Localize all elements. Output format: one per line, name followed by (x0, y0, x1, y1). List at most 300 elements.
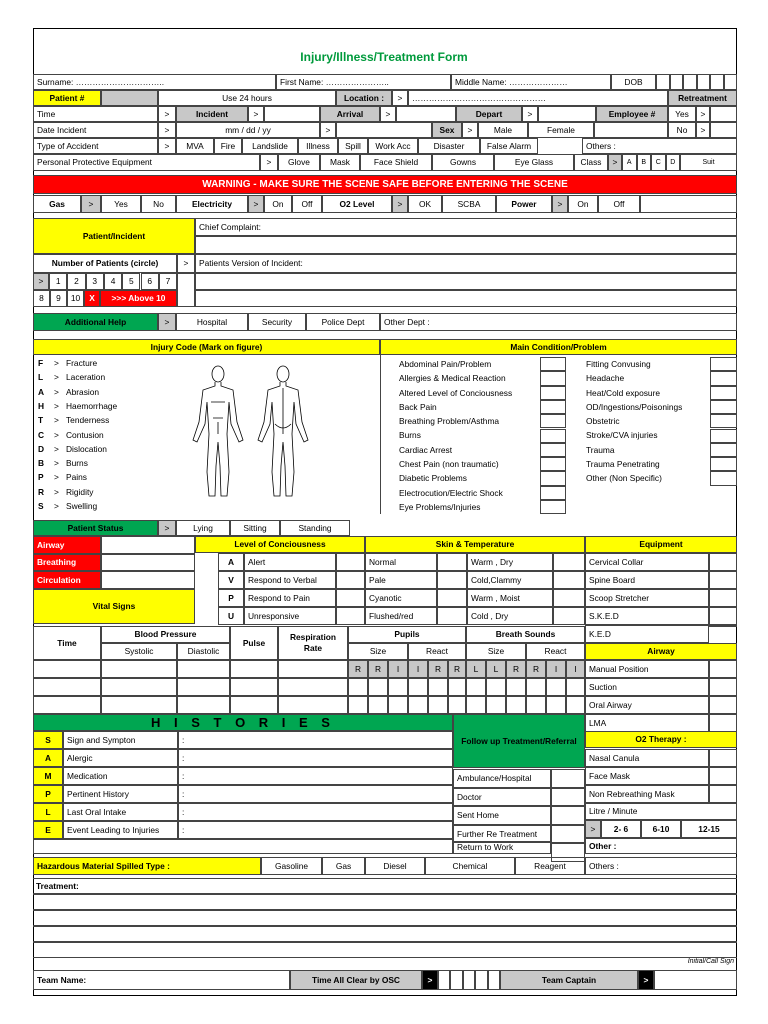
history-key: E (33, 821, 63, 839)
skin-checkbox[interactable] (553, 607, 585, 625)
incident-time-input[interactable] (264, 106, 320, 122)
vitals-cell[interactable] (101, 660, 177, 678)
arrow-icon: > (33, 273, 49, 290)
vitals-cell[interactable] (101, 696, 177, 714)
dob-label: DOB (611, 74, 656, 90)
injury-code-key: P (38, 472, 44, 483)
injury-code-key: S (38, 501, 44, 511)
loc-checkbox[interactable] (336, 607, 365, 625)
dob-box[interactable] (724, 74, 738, 90)
help-police[interactable]: Police Dept (306, 313, 380, 331)
patient-count-option[interactable]: 5 (122, 273, 140, 290)
o2-ok[interactable]: OK (408, 195, 442, 213)
condition-checkbox[interactable] (540, 400, 566, 414)
injury-code-label: Laceration (66, 372, 106, 383)
loc-label: Respond to Verbal (244, 571, 336, 589)
status-standing[interactable]: Standing (280, 520, 350, 536)
arrow-icon: > (54, 358, 59, 368)
airway-checkbox[interactable] (709, 660, 737, 678)
patient-number-label: Patient # (33, 90, 101, 106)
abc-input[interactable] (101, 536, 195, 554)
hazmat-option[interactable]: Reagent (515, 857, 585, 875)
injury-code-key: A (38, 386, 45, 397)
followup-checkbox[interactable] (551, 769, 585, 788)
retreatment-yes-box[interactable] (710, 106, 737, 122)
accident-type-option[interactable]: Spill (338, 138, 368, 154)
dob-box[interactable] (683, 74, 697, 90)
vt-breath-react: React (526, 643, 585, 660)
condition-item: Altered Level of Conciousness (399, 387, 513, 398)
ppe-option[interactable]: Mask (320, 154, 360, 171)
chief-complaint-line[interactable] (195, 236, 737, 254)
above-x[interactable]: X (84, 290, 100, 307)
skin-checkbox[interactable] (437, 589, 467, 607)
o2-scba[interactable]: SCBA (442, 195, 496, 213)
status-sitting[interactable]: Sitting (230, 520, 280, 536)
help-security[interactable]: Security (248, 313, 306, 331)
condition-checkbox[interactable] (710, 371, 737, 385)
arrow-icon: > (320, 122, 336, 138)
patient-count-option[interactable]: 7 (159, 273, 177, 290)
class-label: Class (574, 154, 608, 171)
condition-checkbox[interactable] (710, 471, 737, 485)
followup-header: Follow up Treatment/Referral (453, 714, 585, 768)
dob-box[interactable] (670, 74, 684, 90)
power-on[interactable]: On (568, 195, 598, 213)
loc-checkbox[interactable] (336, 589, 365, 607)
vitals-cell[interactable] (506, 678, 526, 696)
condition-item: Other (Non Specific) (586, 473, 662, 484)
patient-version-line-1[interactable] (195, 273, 737, 290)
equipment-checkbox[interactable] (709, 589, 737, 607)
vitals-cell[interactable]: R (428, 660, 448, 678)
vitals-cell[interactable] (448, 696, 466, 714)
equipment-checkbox[interactable] (709, 625, 737, 627)
accident-type-option[interactable]: Fire (214, 138, 242, 154)
arrow-icon: > (54, 415, 59, 426)
abc-input[interactable] (101, 554, 195, 572)
vitals-cell[interactable] (368, 696, 388, 714)
equipment-checkbox[interactable] (709, 571, 737, 589)
airway-checkbox[interactable] (709, 714, 737, 732)
accident-type-option[interactable]: Illness (298, 138, 338, 154)
condition-item: Cardiac Arrest (399, 444, 453, 455)
vitals-cell[interactable] (466, 696, 486, 714)
team-name-label[interactable]: Team Name: (33, 970, 290, 990)
vitals-cell[interactable] (388, 696, 408, 714)
treatment-label: Treatment: (33, 878, 737, 894)
vitals-cell[interactable] (33, 696, 101, 714)
condition-checkbox[interactable] (540, 457, 566, 471)
hazmat-option[interactable]: Chemical (425, 857, 515, 875)
team-captain-label: Team Captain (500, 970, 638, 990)
condition-checkbox[interactable] (710, 457, 737, 471)
vitals-cell[interactable] (408, 696, 428, 714)
arrow-icon: > (422, 970, 438, 990)
accident-type-label: Type of Accident (33, 138, 158, 154)
vitals-cell[interactable] (526, 696, 546, 714)
skin-label: Cyanotic (365, 589, 437, 607)
ppe-option[interactable]: Face Shield (360, 154, 432, 171)
accident-type-option[interactable]: MVA (176, 138, 214, 154)
vitals-cell[interactable] (506, 696, 526, 714)
arrow-icon: > (54, 386, 59, 397)
injury-code-label: Fracture (66, 358, 98, 368)
followup-item: Further Re Treatment (453, 825, 551, 844)
help-hospital[interactable]: Hospital (176, 313, 248, 331)
history-input[interactable]: : (178, 803, 453, 821)
class-option[interactable]: C (651, 154, 666, 171)
condition-item: Electrocution/Electric Shock (399, 487, 503, 498)
vitals-cell[interactable] (230, 678, 278, 696)
hazmat-option[interactable]: Gasoline (261, 857, 322, 875)
treatment-line[interactable] (33, 910, 737, 926)
followup-checkbox[interactable] (551, 806, 585, 825)
followup-item: Return to Work (453, 841, 551, 854)
patient-count-option[interactable]: 2 (67, 273, 85, 290)
patient-count-option[interactable]: 8 (33, 290, 50, 307)
condition-item: Heat/Cold exposure (586, 387, 661, 398)
equipment-checkbox[interactable] (709, 607, 737, 625)
vitals-cell[interactable]: R (526, 660, 546, 678)
sex-male[interactable]: Male (478, 122, 528, 138)
retreatment-yes[interactable]: Yes (668, 106, 696, 122)
electricity-label: Electricity (176, 195, 248, 213)
skin-label: Warm , Moist (467, 589, 553, 607)
arrow-icon: > (177, 254, 195, 273)
injury-code-key: B (38, 458, 45, 469)
date-incident-label: Date Incident (33, 122, 158, 138)
main-condition-header: Main Condition/Problem (380, 339, 737, 355)
vitals-cell[interactable] (486, 678, 506, 696)
class-suit[interactable]: Suit (680, 154, 737, 171)
equipment-checkbox[interactable] (709, 553, 737, 571)
class-option[interactable]: D (666, 154, 681, 171)
vitals-cell[interactable] (428, 678, 448, 696)
vitals-cell[interactable] (33, 660, 101, 678)
patient-count-option[interactable]: 6 (141, 273, 159, 290)
o2-other[interactable]: Other : (585, 838, 737, 854)
condition-checkbox[interactable] (540, 357, 566, 371)
condition-checkbox[interactable] (540, 386, 566, 400)
condition-checkbox[interactable] (710, 429, 737, 443)
hazmat-option[interactable]: Gas (322, 857, 365, 875)
treatment-line[interactable] (33, 926, 737, 942)
injury-code-label: Tenderness (66, 415, 110, 426)
airway-item: Manual Position (585, 660, 709, 678)
hazmat-others[interactable]: Others : (585, 857, 737, 875)
equipment-item: K.E.D (585, 625, 709, 643)
skin-checkbox[interactable] (553, 589, 585, 607)
date-format-input[interactable]: mm / dd / yy (176, 122, 320, 138)
dob-box[interactable] (710, 74, 724, 90)
history-input[interactable]: : (178, 749, 453, 767)
o2-rate-low[interactable]: 2- 6 (601, 820, 641, 838)
abc-input[interactable] (101, 571, 195, 589)
patient-count-option[interactable]: 10 (67, 290, 84, 307)
patient-incident-label: Patient/Incident (33, 218, 195, 254)
arrow-icon: > (54, 443, 59, 454)
vitals-cell[interactable] (348, 678, 368, 696)
gas-no[interactable]: No (141, 195, 176, 213)
vt-time: Time (33, 626, 101, 660)
history-key: S (33, 731, 63, 749)
condition-item: Stroke/CVA injuries (586, 430, 658, 441)
patient-count-option[interactable]: 1 (49, 273, 67, 290)
followup-item: Sent Home (453, 806, 551, 825)
condition-checkbox[interactable] (540, 443, 566, 457)
o2-rate-mid[interactable]: 6-10 (641, 820, 681, 838)
condition-item: Diabetic Problems (399, 473, 467, 484)
injury-code-key: H (38, 400, 45, 411)
loc-header: Level of Conciousness (195, 536, 365, 553)
condition-item: Eye Problems/Injuries (399, 501, 481, 512)
history-label: Alergic (63, 749, 178, 767)
form-title: Injury/Illness/Treatment Form (300, 50, 468, 64)
time-label: Time (33, 106, 158, 122)
hazmat-option[interactable]: Diesel (365, 857, 425, 875)
followup-item: Doctor (453, 788, 551, 807)
o2-checkbox[interactable] (709, 767, 737, 785)
history-input[interactable]: : (178, 821, 453, 839)
injury-code-header: Injury Code (Mark on figure) (33, 339, 380, 355)
condition-checkbox[interactable] (710, 414, 737, 428)
condition-checkbox[interactable] (710, 443, 737, 457)
injury-code-key: F (38, 358, 44, 368)
power-label: Power (496, 195, 552, 213)
vitals-cell[interactable] (546, 696, 566, 714)
followup-checkbox[interactable] (551, 788, 585, 807)
condition-checkbox[interactable] (710, 357, 737, 371)
vitals-cell[interactable] (230, 696, 278, 714)
clear-time-box[interactable] (438, 970, 450, 990)
arrow-icon: > (54, 472, 59, 483)
condition-checkbox[interactable] (540, 429, 566, 443)
equipment-header: Equipment (585, 536, 737, 553)
vt-breath-size: Size (466, 643, 526, 660)
skin-checkbox[interactable] (553, 553, 585, 571)
clear-time-box[interactable] (488, 970, 500, 990)
accident-type-option[interactable]: Landslide (242, 138, 298, 154)
loc-label: Alert (244, 553, 336, 571)
injury-code-key: T (38, 415, 44, 426)
skin-checkbox[interactable] (437, 607, 467, 625)
team-captain-input[interactable] (654, 970, 737, 990)
vitals-cell[interactable] (177, 660, 230, 678)
o2-item: Face Mask (585, 767, 709, 785)
treatment-line[interactable] (33, 942, 737, 958)
history-key: P (33, 785, 63, 803)
vitals-cell[interactable]: I (408, 660, 428, 678)
history-blank (33, 839, 453, 854)
patient-count-option[interactable]: 9 (50, 290, 67, 307)
airway-item: LMA (585, 714, 709, 732)
arrow-icon: > (54, 429, 59, 440)
vitals-cell[interactable] (278, 696, 348, 714)
patient-number-input[interactable] (101, 90, 158, 106)
skin-label: Cold , Dry (467, 607, 553, 625)
arrow-icon: > (585, 820, 601, 838)
vt-pupil-react: React (408, 643, 466, 660)
condition-checkbox[interactable] (540, 500, 566, 514)
airway-checkbox[interactable] (709, 696, 737, 714)
loc-key: A (218, 553, 244, 571)
above-ten[interactable]: >>> Above 10 (100, 290, 177, 307)
vitals-cell[interactable] (177, 696, 230, 714)
vitals-cell[interactable] (408, 678, 428, 696)
condition-checkbox[interactable] (540, 414, 566, 428)
vitals-cell[interactable]: L (486, 660, 506, 678)
class-option[interactable]: A (622, 154, 637, 171)
loc-checkbox[interactable] (336, 553, 365, 571)
electricity-on[interactable]: On (264, 195, 292, 213)
ppe-option[interactable]: Glove (278, 154, 320, 171)
accident-type-option[interactable]: Work Acc (368, 138, 418, 154)
histories-title: H I S T O R I E S (151, 715, 335, 730)
arrow-icon: > (248, 106, 264, 122)
history-label: Sign and Sympton (63, 731, 178, 749)
vt-bp: Blood Pressure (101, 626, 230, 643)
loc-checkbox[interactable] (336, 571, 365, 589)
history-key: L (33, 803, 63, 821)
dob-box[interactable] (697, 74, 711, 90)
vitals-cell[interactable] (388, 678, 408, 696)
vt-pulse: Pulse (230, 626, 278, 660)
history-input[interactable]: : (178, 731, 453, 749)
dob-box[interactable] (656, 74, 670, 90)
condition-item: Breathing Problem/Asthma (399, 416, 500, 427)
vitals-cell[interactable] (566, 696, 585, 714)
accident-type-option[interactable]: False Alarm (480, 138, 538, 154)
o2-checkbox[interactable] (709, 749, 737, 767)
patient-version-field[interactable]: Patients Version of Incident: (195, 254, 737, 273)
help-other-dept[interactable]: Other Dept : (380, 313, 737, 331)
skin-label: Warm , Dry (467, 553, 553, 571)
clear-time-box[interactable] (450, 970, 462, 990)
condition-checkbox[interactable] (710, 400, 737, 414)
vitals-cell[interactable]: R (506, 660, 526, 678)
condition-checkbox[interactable] (540, 471, 566, 485)
vitals-cell[interactable] (526, 678, 546, 696)
depart-time-input[interactable] (538, 106, 596, 122)
class-option[interactable]: B (637, 154, 652, 171)
vitals-cell[interactable] (33, 678, 101, 696)
condition-checkbox[interactable] (540, 371, 566, 385)
vitals-cell[interactable] (566, 678, 585, 696)
vitals-cell[interactable] (448, 678, 466, 696)
o2-checkbox[interactable] (709, 785, 737, 803)
gas-yes[interactable]: Yes (101, 195, 141, 213)
power-off[interactable]: Off (598, 195, 640, 213)
ppe-option[interactable]: Eye Glass (494, 154, 574, 171)
date-input[interactable] (336, 122, 432, 138)
patient-count-option[interactable]: 3 (86, 273, 104, 290)
vitals-cell[interactable] (428, 696, 448, 714)
vitals-cell[interactable] (546, 678, 566, 696)
sex-female[interactable]: Female (528, 122, 594, 138)
skin-checkbox[interactable] (553, 571, 585, 589)
clear-time-box[interactable] (475, 970, 487, 990)
vitals-cell[interactable] (348, 696, 368, 714)
airway-checkbox[interactable] (709, 678, 737, 696)
skin-checkbox[interactable] (437, 571, 467, 589)
arrow-icon: > (158, 313, 176, 331)
employee-number-input[interactable] (594, 122, 668, 138)
electricity-off[interactable]: Off (292, 195, 322, 213)
first-name-field[interactable]: First Name: ………………….. (276, 74, 451, 90)
middle-name-field[interactable]: Middle Name: ………………… (451, 74, 611, 90)
additional-help-label: Additional Help (33, 313, 158, 331)
vitals-cell[interactable]: R (448, 660, 466, 678)
arrow-icon: > (696, 106, 710, 122)
vitals-cell[interactable] (177, 678, 230, 696)
skin-checkbox[interactable] (437, 553, 467, 571)
vitals-cell[interactable] (486, 696, 506, 714)
histories-header (33, 714, 453, 731)
history-input[interactable]: : (178, 785, 453, 803)
injury-code-label: Swelling (66, 501, 98, 511)
vitals-cell[interactable] (368, 678, 388, 696)
injury-code-key: R (38, 486, 45, 497)
vitals-cell[interactable]: I (566, 660, 585, 678)
location-label: Location : (336, 90, 392, 106)
vitals-cell[interactable]: R (348, 660, 368, 678)
patient-count-option[interactable]: 4 (104, 273, 122, 290)
o2-rate-high[interactable]: 12-15 (681, 820, 737, 838)
history-key: M (33, 767, 63, 785)
followup-item: Ambulance/Hospital (453, 769, 551, 788)
o2-header: O2 Therapy : (585, 731, 737, 748)
accident-type-option[interactable]: Disaster (418, 138, 480, 154)
status-lying[interactable]: Lying (176, 520, 230, 536)
vitals-cell[interactable]: I (388, 660, 408, 678)
condition-checkbox[interactable] (710, 386, 737, 400)
retreatment-no-box[interactable] (710, 122, 737, 138)
arrival-time-input[interactable] (396, 106, 456, 122)
history-label: Pertinent History (63, 785, 178, 803)
followup-checkbox[interactable] (551, 825, 585, 844)
clear-time-box[interactable] (463, 970, 475, 990)
sex-label: Sex (432, 122, 462, 138)
vitals-cell[interactable]: L (466, 660, 486, 678)
history-input[interactable]: : (178, 767, 453, 785)
arrow-icon: > (392, 90, 408, 106)
vitals-cell[interactable]: R (368, 660, 388, 678)
accident-others[interactable]: Others : (582, 138, 737, 154)
vitals-cell[interactable] (278, 678, 348, 696)
vitals-cell[interactable] (466, 678, 486, 696)
surname-field[interactable]: Surname: ………………………….. (33, 74, 276, 90)
condition-item: Trauma Penetrating (586, 459, 660, 470)
arrow-icon: > (158, 520, 176, 536)
arrow-icon: > (54, 458, 59, 469)
treatment-line[interactable] (33, 894, 737, 910)
injury-code-key: D (38, 443, 45, 454)
location-input[interactable]: ………………………………………… (408, 90, 668, 106)
ppe-option[interactable]: Gowns (432, 154, 494, 171)
arrow-icon: > (696, 122, 710, 138)
vitals-cell[interactable] (278, 660, 348, 678)
vitals-cell[interactable] (101, 678, 177, 696)
patient-blank (177, 273, 195, 307)
condition-checkbox[interactable] (540, 486, 566, 500)
chief-complaint-field[interactable]: Chief Complaint: (195, 218, 737, 236)
equipment-item: S.K.E.D (585, 607, 709, 625)
patient-version-line-2[interactable] (195, 290, 737, 307)
vitals-cell[interactable]: I (546, 660, 566, 678)
vitals-cell[interactable] (230, 660, 278, 678)
retreatment-no[interactable]: No (668, 122, 696, 138)
